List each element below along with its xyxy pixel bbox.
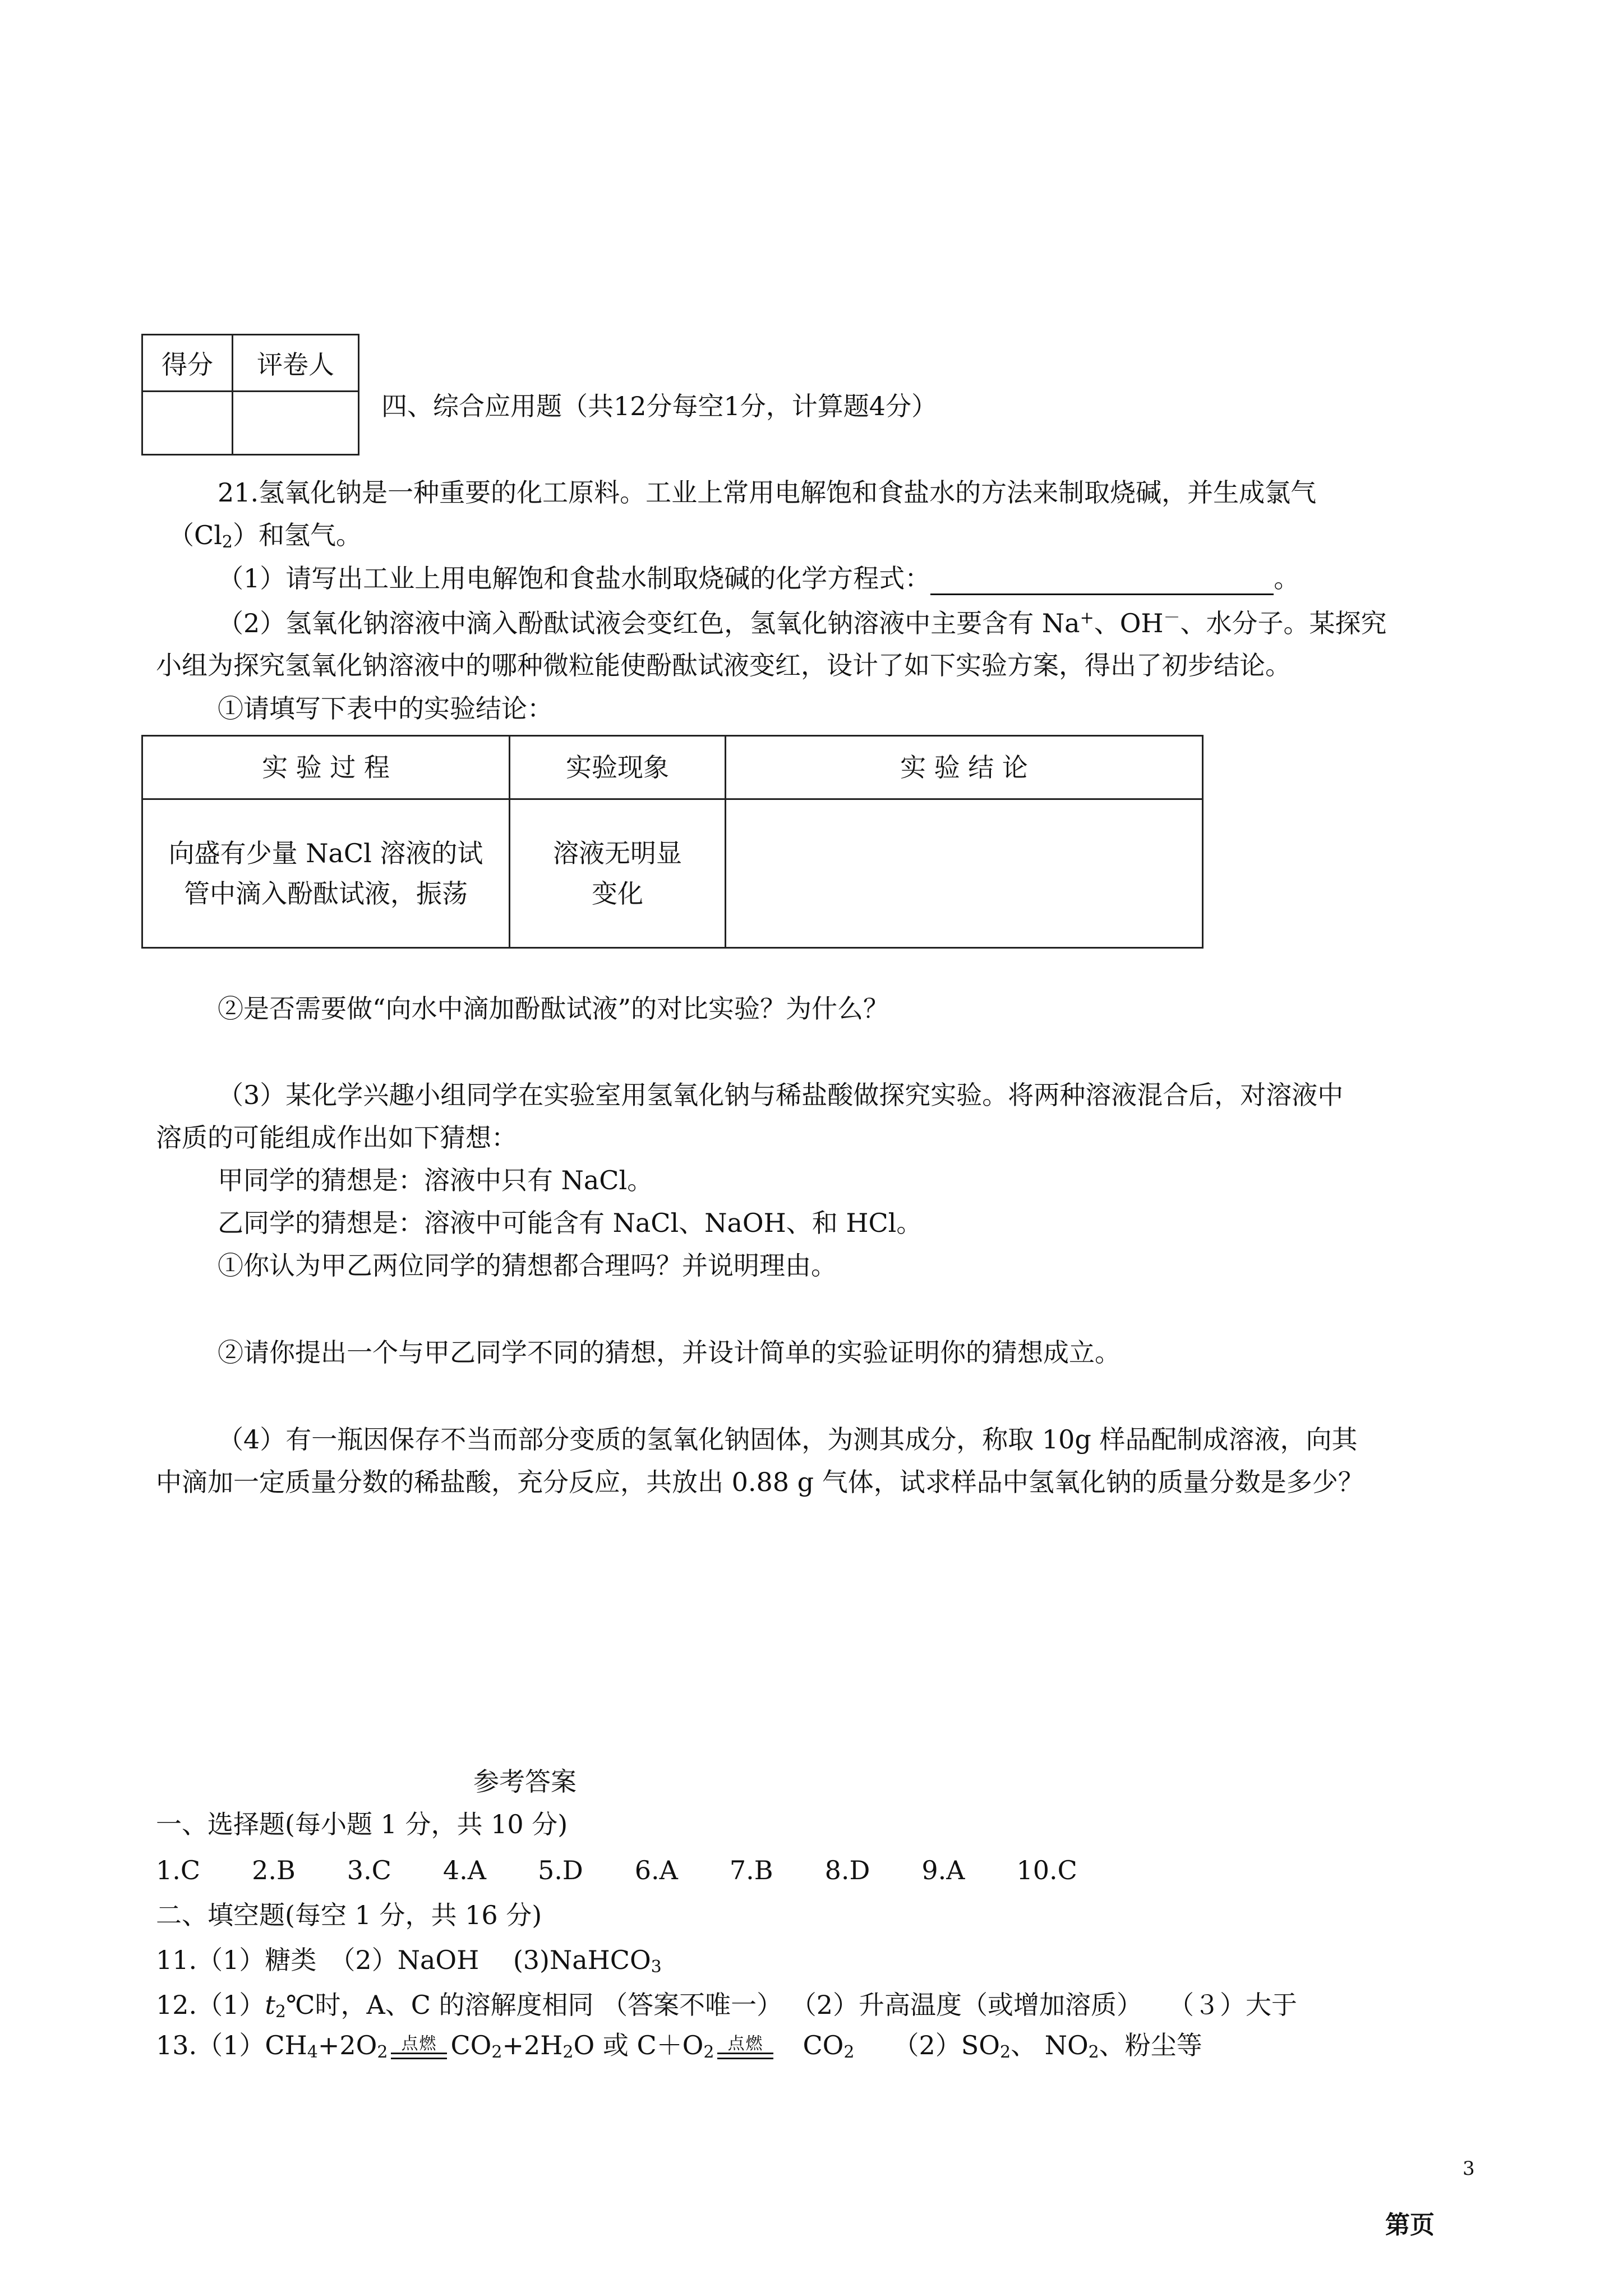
score-cell <box>142 392 233 455</box>
grader-label: 评卷人 <box>233 335 359 392</box>
table-header: 实 验 过 程 <box>142 736 510 799</box>
answers-sec2-title: 二、填空题(每空 1 分，共 16 分) <box>156 1900 542 1930</box>
q21-part3-q1: ①你认为甲乙两位同学的猜想都合理吗？并说明理由。 <box>218 1250 837 1281</box>
score-label: 得分 <box>142 335 233 392</box>
q21-part4-line1: （4）有一瓶因保存不当而部分变质的氢氧化钠固体，为测其成分，称取 10g 样品配制成溶液，向其 <box>218 1424 1358 1455</box>
answers-sec1-title: 一、选择题(每小题 1 分，共 10 分) <box>156 1809 568 1839</box>
q21-part4-line2: 中滴加一定质量分数的稀盐酸，充分反应，共放出 0.88 g 气体，试求样品中氢氧化钠的质量分数是多少？ <box>156 1467 1364 1497</box>
table-header: 实验现象 <box>510 736 726 799</box>
list-item: 2.B <box>252 1855 296 1885</box>
answers-title: 参考答案 <box>473 1766 577 1797</box>
q21-part3-line1: （3）某化学兴趣小组同学在实验室用氢氧化钠与稀盐酸做探究实验。将两种溶液混合后，对溶液中 <box>218 1080 1344 1110</box>
answers-sec1-list <box>156 1850 1077 1887</box>
process-cell: 向盛有少量 NaCl 溶液的试 管中滴入酚酞试液，振荡 <box>142 799 510 948</box>
answer-12: $12.(1)t_2℃$时，A、C 的溶解度相同 （答案不唯一） （2）升高温度（或增加溶质） （３）大于 <box>156 1990 1298 2022</box>
list-item: 10.C <box>1016 1855 1077 1885</box>
q21-contrast: ②是否需要做“向水中滴加酚酞试液”的对比实验？为什么？ <box>218 993 889 1024</box>
q21-part2-fill: ①请填写下表中的实验结论： <box>218 693 553 724</box>
reaction-condition: 点燃 <box>391 2036 447 2059</box>
section-title: 四、综合应用题（共12分每空1分，计算题4分） <box>381 391 938 421</box>
q21-part2-line2: 小组为探究氢氧化钠溶液中的哪种微粒能使酚酞试液变红，设计了如下实验方案，得出了初步结论。 <box>156 650 1291 680</box>
page-label: 第页 <box>1385 2211 1435 2239</box>
list-item: 5.D <box>538 1855 583 1885</box>
table-header: 实 验 结 论 <box>726 736 1203 799</box>
conclusion-cell[interactable] <box>726 799 1203 948</box>
phenomenon-cell: 溶液无明显 变化 <box>510 799 726 948</box>
q21-yi: 乙同学的猜想是：溶液中可能含有 NaCl、NaOH、和 HCl。 <box>218 1208 923 1238</box>
q21-jia: 甲同学的猜想是：溶液中只有 NaCl。 <box>218 1165 653 1195</box>
q21-part3-q2: ②请你提出一个与甲乙同学不同的猜想，并设计简单的实验证明你的猜想成立。 <box>218 1337 1121 1368</box>
list-item: 8.D <box>824 1855 870 1885</box>
list-item: 6.A <box>634 1855 678 1885</box>
list-item: 4.A <box>442 1855 486 1885</box>
list-item: 7.B <box>729 1855 773 1885</box>
q21-part3-line2: 溶质的可能组成作出如下猜想： <box>156 1122 517 1153</box>
list-item: 9.A <box>921 1855 965 1885</box>
page-number: 3 <box>1463 2157 1475 2180</box>
experiment-table <box>141 735 1204 949</box>
q21-intro-line1: 21.氢氧化钠是一种重要的化工原料。工业上常用电解饱和食盐水的方法来制取烧碱，并生成氯气 <box>218 477 1317 508</box>
score-box <box>141 334 359 455</box>
q21-part1: （1）请写出工业上用电解饱和食盐水制取烧碱的化学方程式： 。 <box>218 558 1299 595</box>
answer-13: $13.(1)CH_4+2O_2$ 点燃 $CO_2+2H_2O$ 或 $C+O_2$ 点燃 $CO_2$ $(2)SO_2$、 $NO_2$、粉尘等 <box>156 2030 1202 2062</box>
answer-11: 11.（1）糖类 （2）NaOH (3)NaHCO$_3$ <box>156 1945 662 1977</box>
reaction-condition: 点燃 <box>717 2036 773 2059</box>
q21-part2-line1: （2）氢氧化钠溶液中滴入酚酞试液会变红色，氢氧化钠溶液中主要含有 Na+、OH－、水分子。某探究 <box>218 608 1387 638</box>
answer-blank[interactable] <box>930 571 1274 595</box>
q21-intro-line2: $(Cl_2)$和氢气。 <box>168 520 362 552</box>
grader-cell <box>233 392 359 455</box>
list-item: 3.C <box>347 1855 391 1885</box>
list-item: 1.C <box>156 1855 201 1885</box>
